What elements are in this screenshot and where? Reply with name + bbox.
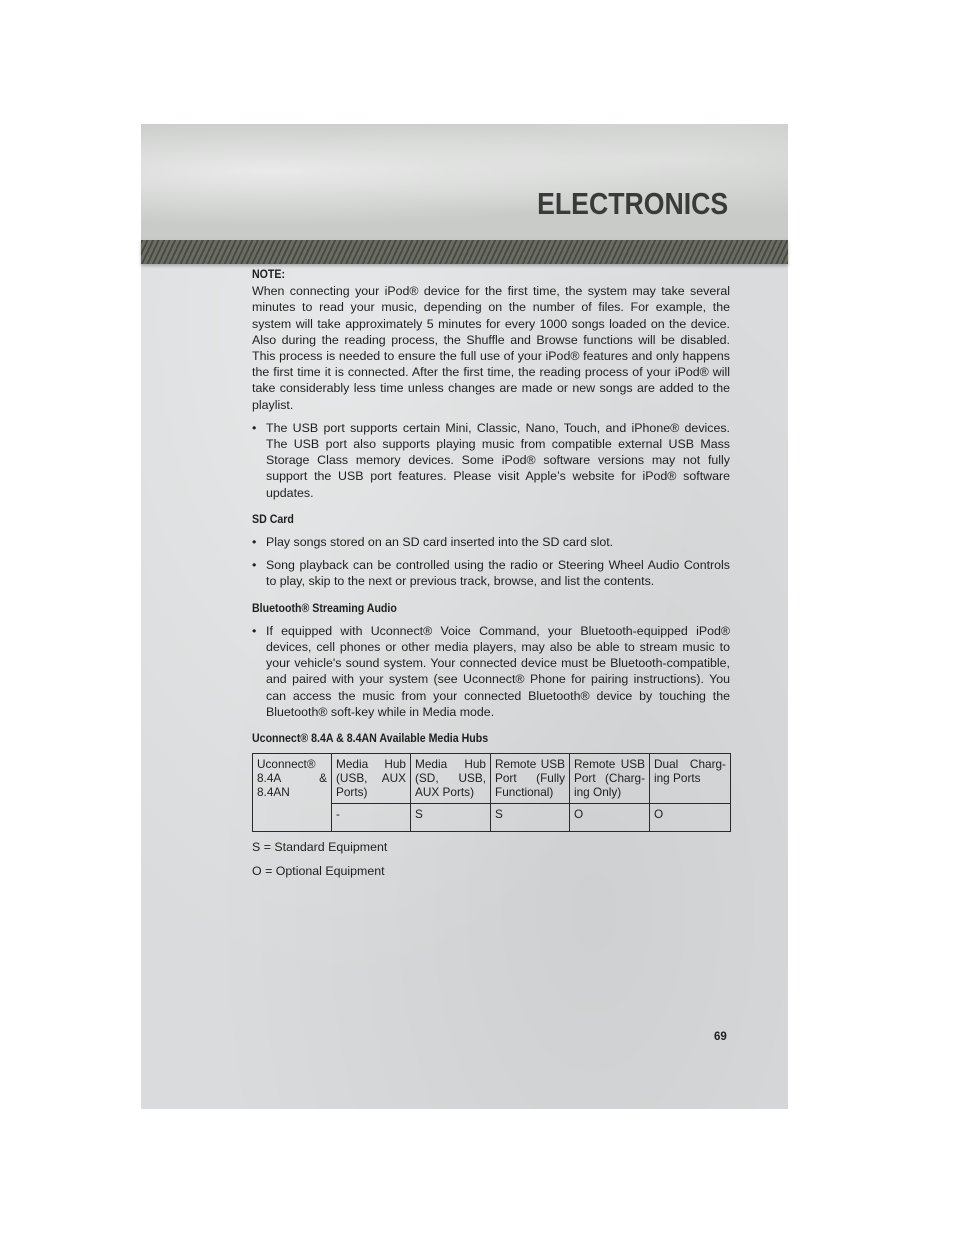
- media-hubs-heading: Uconnect® 8.4A & 8.4AN Available Media Hubs: [252, 731, 489, 746]
- page-number: 69: [714, 1031, 727, 1043]
- legend: [252, 839, 730, 879]
- note-label: NOTE:: [252, 267, 286, 281]
- sd-card-bullet: • Song playback can be controlled using the radio or Steering Wheel Audio Controls to play, skip to the next or previous track, browse, and list the contents.: [252, 557, 730, 589]
- sd-card-bullet: • Play songs stored on an SD card inserted into the SD card slot.: [252, 534, 730, 550]
- bluetooth-bullet: • If equipped with Uconnect® Voice Command, your Bluetooth-equipped iPod® devices, cell phones or other media players, may also be able to stream music to your vehicle's sound system. Your connected device must be Bluetooth-compatible, and paired with your system (see Uconnect® Phone for pairing instructions). You can access the music from your connected Bluetooth® device by touching the Bluetooth® soft-key while in Media mode.: [252, 623, 730, 720]
- value-cell: S: [411, 804, 491, 832]
- sd-card-heading: SD Card: [252, 511, 294, 526]
- note-text: When connecting your iPod® device for the first time, the system may take several minutes to read your music, depending on the number of files. For example, the system will take approximately 5 minutes for every 1000 songs loaded on the device. Also during the reading process, the Shuffle and Browse functions will be disabled. This process is needed to ensure the full use of your iPod® features and only happens the first time it is connected. After the first time, the reading process of your iPod® will take considerably less time unless changes are made or new songs are added to the playlist.: [252, 284, 730, 412]
- page-header: [141, 124, 788, 242]
- column-header-cell: Remote USB Port (Charg-ing Only): [570, 754, 650, 804]
- value-cell: O: [570, 804, 650, 832]
- column-header-cell: Media Hub (SD, USB, AUX Ports): [411, 754, 491, 804]
- column-header-cell: Media Hub (USB, AUX Ports): [332, 754, 411, 804]
- bluetooth-heading: Bluetooth® Streaming Audio: [252, 600, 397, 615]
- value-cell: O: [650, 804, 731, 832]
- column-header-cell: Remote USB Port (Fully Functional): [491, 754, 570, 804]
- usb-bullet: • The USB port supports certain Mini, Classic, Nano, Touch, and iPhone® devices. The USB port also supports playing music from compatible external USB Mass Storage Class memory devices. Some iPod® software versions may not fully support the USB port features. Please visit Apple’s website for iPod® software updates.: [252, 420, 730, 501]
- main-content: [252, 266, 730, 888]
- section-title: ELECTRONICS: [536, 186, 728, 221]
- column-header-cell: Dual Charg-ing Ports: [650, 754, 731, 804]
- table-row: [253, 754, 731, 804]
- media-hubs-table: [252, 753, 731, 832]
- legend-standard: S = Standard Equipment: [252, 840, 388, 855]
- value-cell: S: [491, 804, 570, 832]
- row-label-cell: Uconnect® 8.4A & 8.4AN: [253, 754, 332, 832]
- header-stripe: [141, 240, 788, 264]
- legend-optional: O = Optional Equipment: [252, 864, 385, 879]
- value-cell: -: [332, 804, 411, 832]
